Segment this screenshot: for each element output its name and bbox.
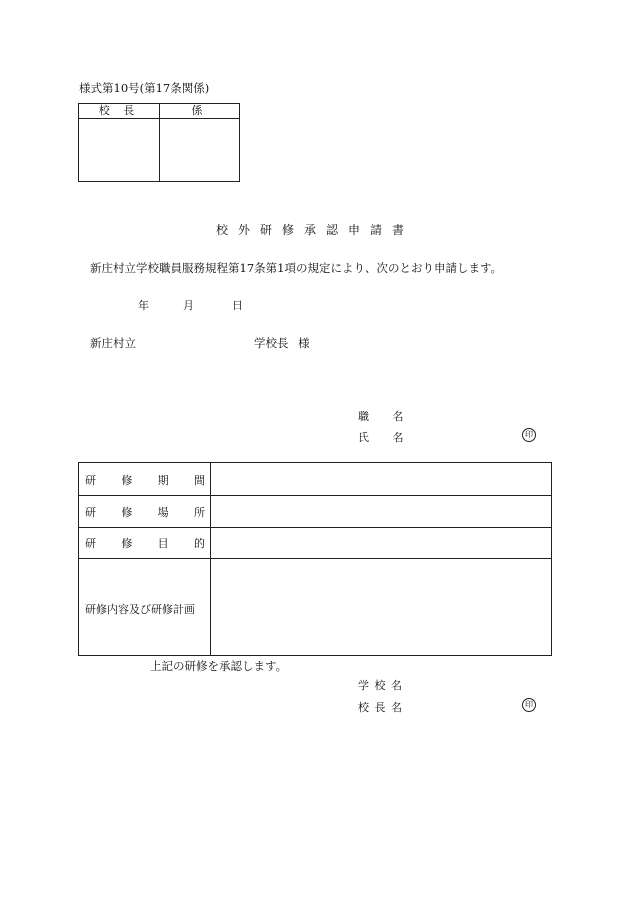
approval-col-principal: 校 長 [98,104,140,117]
addressee-principal: 学校長 様 [254,336,310,350]
document-title: 校外研修承認申請書 [215,223,414,237]
divider [79,558,551,559]
date-month-label: 月 [183,299,194,312]
form-number: 様式第10号(第17条関係) [79,81,210,95]
divider [79,118,239,119]
row-label-purpose: 研修目的 [85,537,205,550]
principal-name-label: 校 長 名 [358,701,403,714]
divider [210,463,211,655]
approval-statement: 上記の研修を承認します。 [150,659,288,673]
school-name-label: 学 校 名 [358,679,403,692]
position-label: 職 名 [358,410,404,423]
date-year-label: 年 [138,299,149,312]
divider [79,527,551,528]
intro-text: 新庄村立学校職員服務規程第17条第1項の規定により、次のとおり申請します。 [90,261,503,275]
approval-stamp-box [78,103,240,182]
row-label-place: 研修場所 [85,506,205,519]
row-label-plan: 研修内容及び研修計画 [85,603,195,616]
row-label-period: 研修期間 [85,474,205,487]
seal-icon: 印 [522,698,536,712]
approval-col-staff: 係 [191,104,208,117]
addressee-village: 新庄村立 [90,336,136,350]
divider [79,495,551,496]
seal-icon: 印 [522,428,536,442]
name-label: 氏 名 [358,431,404,444]
training-table [78,462,552,656]
date-day-label: 日 [232,299,243,312]
divider [159,104,160,181]
